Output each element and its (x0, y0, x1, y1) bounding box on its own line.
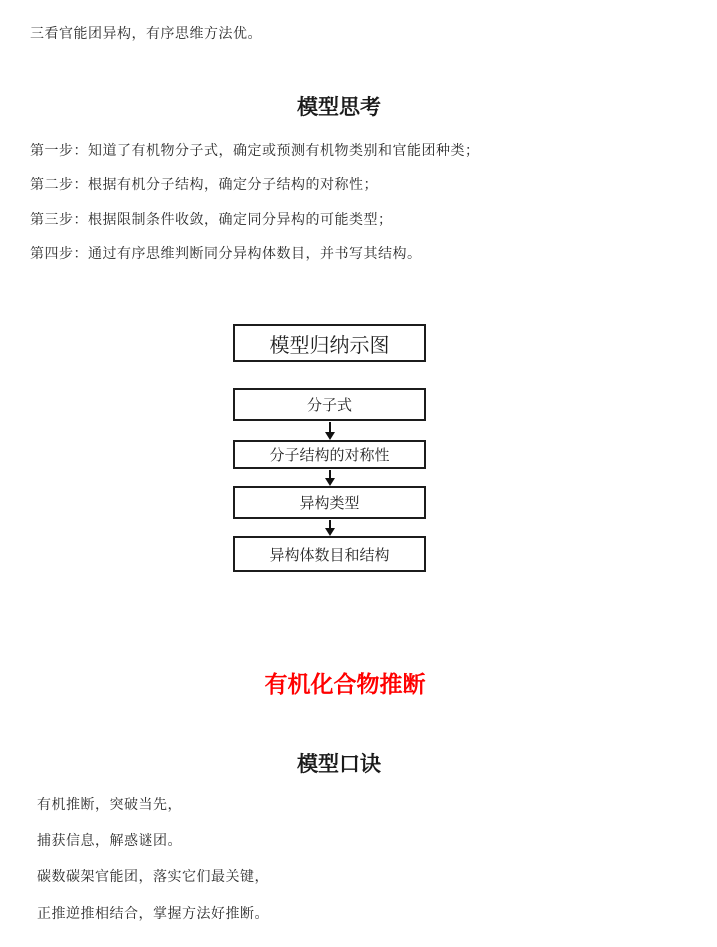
intro-paragraph: 三看官能团异构，有序思维方法优。 (30, 27, 262, 42)
step-paragraph-4: 第四步：通过有序思维判断同分异构体数目，并书写其结构。 (30, 247, 422, 262)
doc-title-organic-inference: 有机化合物推断 (264, 671, 426, 697)
flow-arrow-down-icon (233, 422, 426, 440)
verse-line-2: 捕获信息，解惑谜团。 (37, 834, 182, 849)
flow-arrow-down-icon (233, 520, 426, 536)
flow-arrow-down-icon (233, 470, 426, 486)
verse-line-4: 正推逆推相结合，掌握方法好推断。 (37, 907, 269, 922)
step-paragraph-1: 第一步：知道了有机物分子式，确定或预测有机物类别和官能团种类； (30, 144, 480, 159)
arrow-stem (329, 520, 331, 528)
step-paragraph-2: 第二步：根据有机分子结构，确定分子结构的对称性； (30, 178, 378, 193)
section-heading-model-mnemonic: 模型口诀 (297, 753, 381, 776)
flowchart-box-molecular-formula: 分子式 (233, 388, 426, 421)
section-heading-model-thinking: 模型思考 (297, 96, 381, 119)
flowchart-box-isomer-type: 异构类型 (233, 486, 426, 519)
flowchart-box-symmetry: 分子结构的对称性 (233, 440, 426, 469)
step-paragraph-3: 第三步：根据限制条件收敛，确定同分异构的可能类型； (30, 213, 393, 228)
arrow-stem (329, 422, 331, 432)
verse-line-1: 有机推断，突破当先， (37, 798, 182, 813)
arrow-head (325, 528, 335, 536)
flowchart-title-box: 模型归纳示图 (233, 324, 426, 362)
verse-line-3: 碳数碳架官能团，落实它们最关键， (37, 870, 269, 885)
flowchart-box-isomer-count: 异构体数目和结构 (233, 536, 426, 572)
arrow-head (325, 432, 335, 440)
arrow-stem (329, 470, 331, 478)
arrow-head (325, 478, 335, 486)
